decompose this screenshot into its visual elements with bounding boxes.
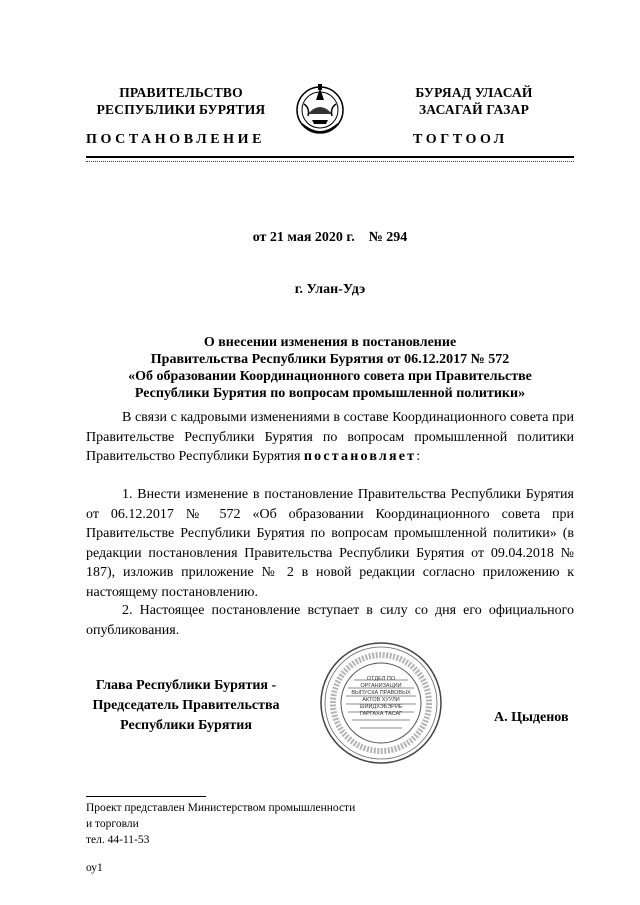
title-line3: «Об образовании Координационного совета при Правительстве bbox=[128, 369, 532, 384]
footnote-rule bbox=[86, 796, 206, 797]
footnote-line3: тел. 44-11-53 bbox=[86, 834, 150, 846]
stamp-text: ОТДЕЛ ПО ОРГАНИЗАЦИИ ВЫПУСКА ПРАВОВЫХ АКТОВ ХУУЛИ ШИИДХЭБЭРИЕ ГАРГАХА ТАСАГ bbox=[351, 676, 411, 717]
body-paragraph-2: 1. Внести изменение в постановление Правительства Республики Бурятия от 06.12.2017 № 572 «Об образовании Координационного совета при Правительстве Республики Бурятия по вопросам промышленной политики» (в редакции постановления Правительства Республики Бурятия от 09.04.2018 № 187), изложив приложение № 2 в новой редакции согласно приложению к настоящему постановлению. bbox=[86, 487, 574, 600]
header-divider-thick bbox=[86, 156, 574, 158]
header-right bbox=[374, 84, 574, 118]
document-code: оу1 bbox=[86, 862, 103, 874]
header-right-line2: ЗАСАГАЙ ГАЗАР bbox=[418, 102, 530, 117]
header-left-line1: ПРАВИТЕЛЬСТВО bbox=[119, 85, 243, 100]
city: г. Улан-Удэ bbox=[294, 282, 366, 297]
p1-spaced-word: постановляет bbox=[303, 449, 417, 465]
signatory-name: А. Цыденов bbox=[494, 710, 569, 725]
title-line2: Правительства Республики Бурятия от 06.12.2017 № 572 bbox=[150, 352, 510, 367]
p1-text: В связи с кадровыми изменениями в составе Координационного совета при Правительстве Республики Бурятия по вопросам промышленной политики Правительство Республики Бурятия bbox=[86, 410, 574, 465]
official-stamp bbox=[318, 640, 444, 766]
title-line4: Республики Бурятия по вопросам промышленной политики» bbox=[134, 386, 526, 401]
header-divider-thin bbox=[86, 161, 574, 162]
footnote bbox=[86, 800, 355, 848]
header-left-line2: РЕСПУБЛИКИ БУРЯТИЯ bbox=[96, 102, 266, 117]
signatory-title bbox=[86, 676, 286, 736]
footnote-line1: Проект представлен Министерством промышленности bbox=[86, 802, 356, 814]
doc-type-right: ТОГТООЛ bbox=[413, 132, 508, 147]
title-line1: О внесении изменения в постановление bbox=[203, 335, 457, 350]
body-paragraph-1 bbox=[86, 408, 574, 467]
coat-of-arms-emblem bbox=[294, 80, 346, 136]
p1-end: : bbox=[416, 449, 421, 465]
signatory-line1: Глава Республики Бурятия - bbox=[95, 678, 277, 693]
doc-type-left: ПОСТАНОВЛЕНИЕ bbox=[86, 132, 266, 147]
date-number: от 21 мая 2020 г. № 294 bbox=[252, 230, 408, 245]
body-paragraph-3: 2. Настоящее постановление вступает в силу со дня его официального опубликования. bbox=[86, 603, 574, 638]
header-left bbox=[86, 84, 276, 118]
document-title bbox=[86, 334, 574, 402]
header-right-line1: БУРЯАД УЛАСАЙ bbox=[415, 85, 533, 100]
signatory-line2: Председатель Правительства bbox=[92, 698, 280, 713]
footnote-line2: и торговли bbox=[86, 818, 139, 830]
signatory-line3: Республики Бурятия bbox=[120, 718, 252, 733]
